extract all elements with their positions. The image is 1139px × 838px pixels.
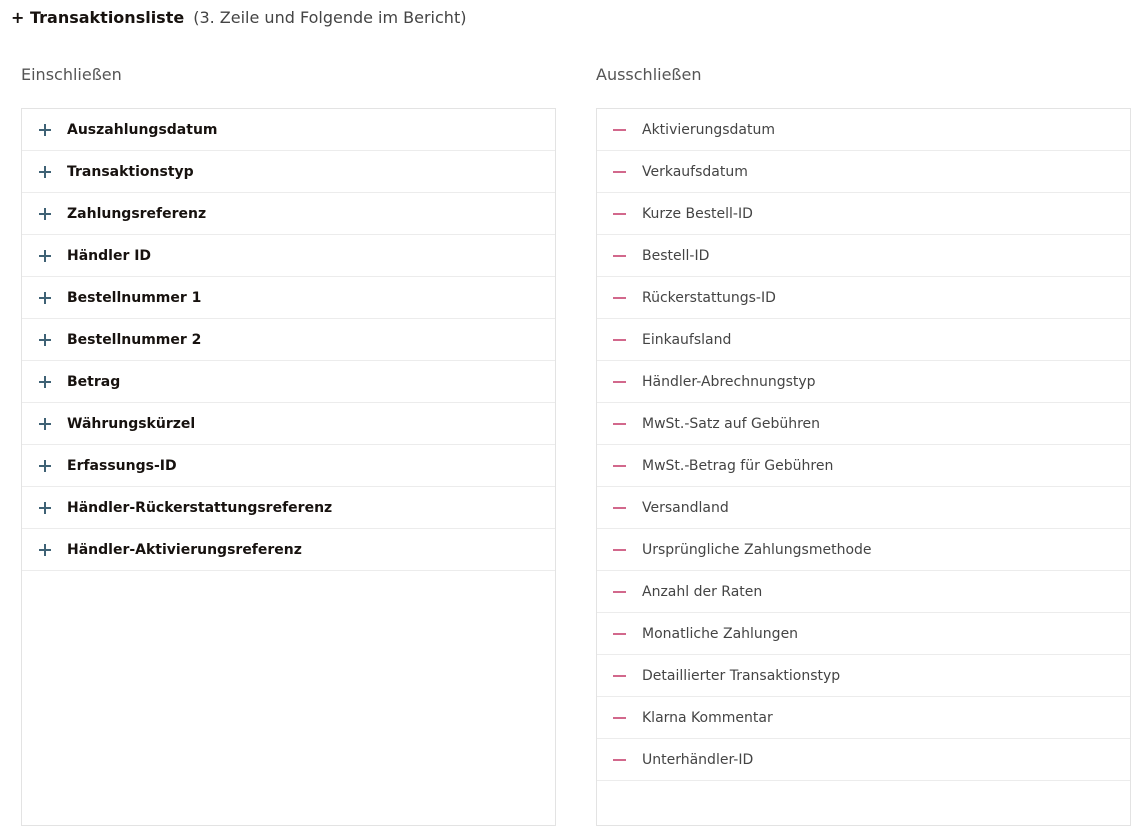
exclude-toggle[interactable] [597, 759, 642, 761]
minus-icon [613, 717, 626, 719]
include-item-label: Händler ID [67, 247, 152, 264]
minus-icon [613, 465, 626, 467]
minus-icon [613, 339, 626, 341]
exclude-item[interactable] [597, 655, 1130, 697]
exclude-toggle[interactable] [597, 633, 642, 635]
exclude-list [597, 109, 1130, 781]
exclude-item[interactable] [597, 319, 1130, 361]
exclude-item-label: Klarna Kommentar [642, 709, 773, 726]
include-item-label: Transaktionstyp [67, 163, 194, 180]
exclude-item[interactable] [597, 487, 1130, 529]
exclude-toggle[interactable] [597, 507, 642, 509]
include-item[interactable] [22, 529, 555, 571]
exclude-toggle[interactable] [597, 297, 642, 299]
include-item-label: Währungskürzel [67, 415, 196, 432]
exclude-toggle[interactable] [597, 339, 642, 341]
exclude-toggle[interactable] [597, 465, 642, 467]
include-item[interactable] [22, 109, 555, 151]
exclude-item-label: Versandland [642, 499, 729, 516]
include-toggle[interactable] [22, 544, 67, 556]
plus-icon [39, 502, 51, 514]
plus-icon [39, 208, 51, 220]
exclude-item-label: Einkaufsland [642, 331, 732, 348]
exclude-item-label: Ursprüngliche Zahlungsmethode [642, 541, 872, 558]
include-panel [21, 108, 556, 826]
exclude-item[interactable] [597, 529, 1130, 571]
exclude-toggle[interactable] [597, 129, 642, 131]
exclude-toggle[interactable] [597, 675, 642, 677]
include-heading: Einschließen [21, 65, 122, 84]
section-subtitle: (3. Zeile und Folgende im Bericht) [193, 7, 467, 27]
plus-icon [39, 418, 51, 430]
minus-icon [613, 381, 626, 383]
include-item-label: Bestellnummer 2 [67, 331, 202, 348]
include-item[interactable] [22, 235, 555, 277]
include-toggle[interactable] [22, 418, 67, 430]
exclude-toggle[interactable] [597, 171, 642, 173]
include-toggle[interactable] [22, 166, 67, 178]
minus-icon [613, 423, 626, 425]
plus-icon [39, 124, 51, 136]
minus-icon [613, 549, 626, 551]
exclude-item-label: MwSt.-Satz auf Gebühren [642, 415, 821, 432]
exclude-item[interactable] [597, 613, 1130, 655]
exclude-toggle[interactable] [597, 255, 642, 257]
include-item[interactable] [22, 277, 555, 319]
plus-icon [39, 334, 51, 346]
include-item-label: Händler-Rückerstattungsreferenz [67, 499, 333, 516]
include-item[interactable] [22, 151, 555, 193]
minus-icon [613, 129, 626, 131]
include-list [22, 109, 555, 571]
exclude-item[interactable] [597, 739, 1130, 781]
include-toggle[interactable] [22, 460, 67, 472]
exclude-item[interactable] [597, 235, 1130, 277]
minus-icon [613, 507, 626, 509]
exclude-toggle[interactable] [597, 213, 642, 215]
exclude-item-label: Anzahl der Raten [642, 583, 763, 600]
minus-icon [613, 171, 626, 173]
include-item[interactable] [22, 403, 555, 445]
exclude-toggle[interactable] [597, 717, 642, 719]
plus-icon [39, 166, 51, 178]
exclude-toggle[interactable] [597, 423, 642, 425]
exclude-item[interactable] [597, 571, 1130, 613]
exclude-panel [596, 108, 1131, 826]
section-title[interactable]: + Transaktionsliste [11, 7, 185, 27]
include-item-label: Auszahlungsdatum [67, 121, 218, 138]
plus-icon [39, 292, 51, 304]
exclude-toggle[interactable] [597, 591, 642, 593]
exclude-item[interactable] [597, 361, 1130, 403]
plus-icon [39, 544, 51, 556]
include-item-label: Betrag [67, 373, 121, 390]
include-toggle[interactable] [22, 124, 67, 136]
plus-icon [39, 460, 51, 472]
exclude-heading: Ausschließen [596, 65, 702, 84]
include-item-label: Bestellnummer 1 [67, 289, 202, 306]
exclude-item[interactable] [597, 403, 1130, 445]
include-toggle[interactable] [22, 208, 67, 220]
exclude-item-label: Händler-Abrechnungstyp [642, 373, 816, 390]
minus-icon [613, 759, 626, 761]
exclude-item-label: Verkaufsdatum [642, 163, 748, 180]
minus-icon [613, 591, 626, 593]
minus-icon [613, 255, 626, 257]
include-item[interactable] [22, 445, 555, 487]
exclude-item[interactable] [597, 277, 1130, 319]
include-item[interactable] [22, 193, 555, 235]
include-toggle[interactable] [22, 250, 67, 262]
exclude-item-label: Rückerstattungs-ID [642, 289, 776, 306]
exclude-toggle[interactable] [597, 549, 642, 551]
plus-icon [39, 376, 51, 388]
include-item-label: Händler-Aktivierungsreferenz [67, 541, 302, 558]
plus-icon [39, 250, 51, 262]
minus-icon [613, 633, 626, 635]
exclude-item[interactable] [597, 697, 1130, 739]
exclude-item-label: MwSt.-Betrag für Gebühren [642, 457, 834, 474]
exclude-item-label: Unterhändler-ID [642, 751, 754, 768]
exclude-item-label: Monatliche Zahlungen [642, 625, 799, 642]
minus-icon [613, 297, 626, 299]
include-item[interactable] [22, 487, 555, 529]
exclude-item[interactable] [597, 445, 1130, 487]
include-item-label: Zahlungsreferenz [67, 205, 207, 222]
include-toggle[interactable] [22, 292, 67, 304]
exclude-item[interactable] [597, 109, 1130, 151]
include-toggle[interactable] [22, 334, 67, 346]
exclude-item-label: Aktivierungsdatum [642, 121, 775, 138]
exclude-item[interactable] [597, 193, 1130, 235]
exclude-toggle[interactable] [597, 381, 642, 383]
minus-icon [613, 675, 626, 677]
include-item-label: Erfassungs-ID [67, 457, 177, 474]
section-header [11, 6, 466, 28]
include-toggle[interactable] [22, 376, 67, 388]
minus-icon [613, 213, 626, 215]
include-toggle[interactable] [22, 502, 67, 514]
exclude-item[interactable] [597, 151, 1130, 193]
include-item[interactable] [22, 319, 555, 361]
exclude-item-label: Kurze Bestell-ID [642, 205, 753, 222]
include-item[interactable] [22, 361, 555, 403]
exclude-item-label: Bestell-ID [642, 247, 710, 264]
exclude-item-label: Detaillierter Transaktionstyp [642, 667, 841, 684]
